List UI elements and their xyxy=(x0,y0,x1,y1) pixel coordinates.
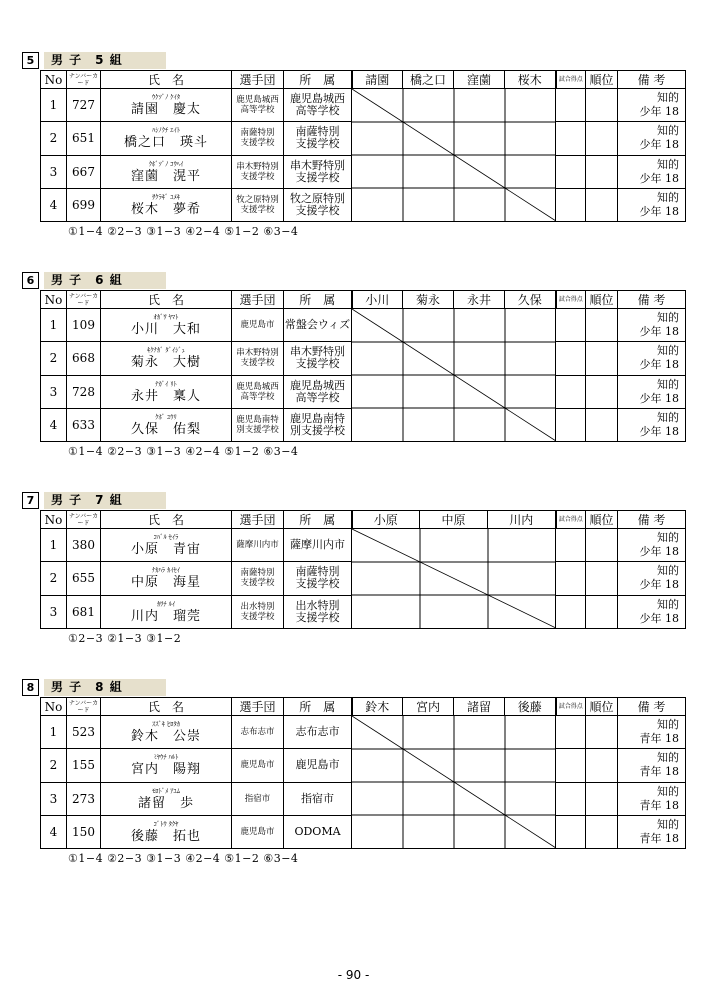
player-card-number: 109 xyxy=(67,309,101,342)
player-name-kana: ｸﾎﾞ ﾕｳﾘ xyxy=(155,412,177,421)
match-grid xyxy=(352,309,556,442)
player-affiliation: ODOMA xyxy=(284,815,352,848)
header-no: No xyxy=(41,511,67,529)
header-opponent: 小川 xyxy=(352,291,403,309)
group-header xyxy=(22,492,685,510)
header-affiliation: 所 属 xyxy=(284,698,352,716)
player-card-number: 150 xyxy=(67,815,101,848)
header-number-card: ナンバーカード xyxy=(67,291,101,309)
header-opponent: 宮内 xyxy=(403,698,454,716)
group-number: 8 xyxy=(22,679,39,696)
player-card-number: 699 xyxy=(67,188,101,221)
player-row xyxy=(41,309,686,342)
player-card-number: 727 xyxy=(67,89,101,122)
player-name: 小川 大和 xyxy=(130,322,201,338)
header-opponent: 後藤 xyxy=(505,698,556,716)
player-note: 知的 青年 18 xyxy=(618,749,686,782)
player-card-number: 273 xyxy=(67,782,101,815)
header-match-points: 試合得点 xyxy=(556,71,586,89)
player-name: 久保 佑梨 xyxy=(130,421,201,437)
header-opponent: 諸留 xyxy=(454,698,505,716)
bracket-table xyxy=(40,70,686,222)
player-name-cell xyxy=(101,188,232,221)
rank-cell xyxy=(586,188,618,221)
player-name-cell xyxy=(101,122,232,155)
player-no: 1 xyxy=(41,716,67,749)
player-name-kana: ﾅｶﾊﾗ ｶｲｾｲ xyxy=(151,566,181,575)
player-name: 宮内 陽翔 xyxy=(130,762,201,778)
player-affiliation: 常盤会ウィズ xyxy=(284,309,352,342)
player-name-cell xyxy=(101,562,232,595)
match-grid xyxy=(352,529,556,629)
player-affiliation: 南薩特別 支援学校 xyxy=(284,122,352,155)
header-name: 氏 名 xyxy=(101,698,232,716)
player-note: 知的 少年 18 xyxy=(618,595,686,628)
player-affiliation: 鹿児島城西 高等学校 xyxy=(284,375,352,408)
rank-cell xyxy=(586,122,618,155)
group-header xyxy=(22,272,685,290)
player-team: 指宿市 xyxy=(232,782,284,815)
header-note: 備 考 xyxy=(618,291,686,309)
player-note: 知的 青年 18 xyxy=(618,716,686,749)
match-points-cell xyxy=(556,782,586,815)
player-name-cell xyxy=(101,89,232,122)
player-name: 窪薗 滉平 xyxy=(130,168,201,184)
player-name-cell xyxy=(101,529,232,562)
player-name-kana: ｶﾜﾁ ﾙｲ xyxy=(156,599,176,608)
player-name: 後藤 拓也 xyxy=(130,828,201,844)
player-name-cell xyxy=(101,342,232,375)
player-no: 2 xyxy=(41,749,67,782)
player-name-kana: ｽｽﾞｷ ﾋﾛﾀｶ xyxy=(151,720,181,729)
match-points-cell xyxy=(556,188,586,221)
page-number: - 90 - xyxy=(337,968,370,982)
player-team: 鹿児島市 xyxy=(232,309,284,342)
player-no: 1 xyxy=(41,309,67,342)
player-note: 知的 少年 18 xyxy=(618,342,686,375)
rank-cell xyxy=(586,408,618,441)
player-no: 2 xyxy=(41,562,67,595)
bracket-table xyxy=(40,697,686,849)
player-name: 請園 慶太 xyxy=(130,102,201,118)
player-no: 1 xyxy=(41,529,67,562)
player-no: 2 xyxy=(41,122,67,155)
header-opponent: 橋之口 xyxy=(403,71,454,89)
player-name-kana: ﾓﾛﾄﾞﾒ ｱﾕﾑ xyxy=(151,786,181,795)
player-note: 知的 少年 18 xyxy=(618,408,686,441)
player-name-cell xyxy=(101,595,232,628)
rank-cell xyxy=(586,375,618,408)
player-card-number: 523 xyxy=(67,716,101,749)
player-affiliation: 志布志市 xyxy=(284,716,352,749)
player-name-cell xyxy=(101,375,232,408)
player-team: 鹿児島市 xyxy=(232,815,284,848)
player-team: 出水特別 支援学校 xyxy=(232,595,284,628)
header-rank: 順位 xyxy=(586,291,618,309)
player-no: 1 xyxy=(41,89,67,122)
player-team: 鹿児島市 xyxy=(232,749,284,782)
header-team: 選手団 xyxy=(232,71,284,89)
player-card-number: 681 xyxy=(67,595,101,628)
player-card-number: 655 xyxy=(67,562,101,595)
group-5 xyxy=(22,52,685,239)
player-team: 串木野特別 支援学校 xyxy=(232,342,284,375)
match-grid xyxy=(352,89,556,222)
player-team: 南薩特別 支援学校 xyxy=(232,122,284,155)
group-number: 5 xyxy=(22,52,39,69)
header-match-points: 試合得点 xyxy=(556,291,586,309)
player-card-number: 668 xyxy=(67,342,101,375)
match-points-cell xyxy=(556,375,586,408)
player-team: 鹿児島南特 別支援学校 xyxy=(232,408,284,441)
header-number-card: ナンバーカード xyxy=(67,698,101,716)
player-name: 橋之口 瑛斗 xyxy=(123,135,208,151)
player-affiliation: 串木野特別 支援学校 xyxy=(284,342,352,375)
group-title: 男 子 7 組 xyxy=(44,492,166,509)
header-affiliation: 所 属 xyxy=(284,71,352,89)
player-name-cell xyxy=(101,309,232,342)
rank-cell xyxy=(586,89,618,122)
match-grid-lines xyxy=(352,716,556,848)
player-name-kana: ｺﾊﾞﾙ ｾｲﾗ xyxy=(153,533,179,542)
player-team: 鹿児島城西 高等学校 xyxy=(232,89,284,122)
player-affiliation: 鹿児島南特 別支援学校 xyxy=(284,408,352,441)
group-header xyxy=(22,679,685,697)
header-row xyxy=(41,511,686,529)
header-name: 氏 名 xyxy=(101,511,232,529)
player-affiliation: 鹿児島市 xyxy=(284,749,352,782)
header-no: No xyxy=(41,291,67,309)
player-card-number: 155 xyxy=(67,749,101,782)
player-no: 2 xyxy=(41,342,67,375)
player-card-number: 380 xyxy=(67,529,101,562)
player-affiliation: 鹿児島城西 高等学校 xyxy=(284,89,352,122)
player-team: 牧之原特別 支援学校 xyxy=(232,188,284,221)
rank-cell xyxy=(586,529,618,562)
bracket-table xyxy=(40,510,686,629)
header-affiliation: 所 属 xyxy=(284,291,352,309)
header-match-points: 試合得点 xyxy=(556,698,586,716)
player-card-number: 667 xyxy=(67,155,101,188)
player-name-kana: ｺﾞﾄｳ ﾀｸﾔ xyxy=(153,819,179,828)
player-name-kana: ﾅｶﾞｲ ﾘﾄ xyxy=(155,379,177,388)
match-points-cell xyxy=(556,562,586,595)
header-number-card: ナンバーカード xyxy=(67,511,101,529)
group-title: 男 子 6 組 xyxy=(44,272,166,289)
match-grid xyxy=(352,716,556,849)
header-team: 選手団 xyxy=(232,511,284,529)
rank-cell xyxy=(586,716,618,749)
player-card-number: 633 xyxy=(67,408,101,441)
header-no: No xyxy=(41,698,67,716)
player-name: 諸留 歩 xyxy=(137,795,194,811)
player-note: 知的 少年 18 xyxy=(618,375,686,408)
player-name-cell xyxy=(101,716,232,749)
player-card-number: 728 xyxy=(67,375,101,408)
group-title: 男 子 8 組 xyxy=(44,679,166,696)
header-team: 選手団 xyxy=(232,291,284,309)
rank-cell xyxy=(586,595,618,628)
player-affiliation: 薩摩川内市 xyxy=(284,529,352,562)
match-points-cell xyxy=(556,595,586,628)
player-card-number: 651 xyxy=(67,122,101,155)
player-note: 知的 青年 18 xyxy=(618,782,686,815)
rank-cell xyxy=(586,562,618,595)
match-points-cell xyxy=(556,408,586,441)
match-order: ①1−4 ②2−3 ③1−3 ④2−4 ⑤1−2 ⑥3−4 xyxy=(68,225,299,238)
player-note: 知的 少年 18 xyxy=(618,562,686,595)
player-name-cell xyxy=(101,155,232,188)
header-opponent: 久保 xyxy=(505,291,556,309)
player-affiliation: 指宿市 xyxy=(284,782,352,815)
match-grid-lines xyxy=(352,529,556,628)
bracket-table xyxy=(40,290,686,442)
self-match-diagonal xyxy=(352,89,556,221)
player-note: 知的 少年 18 xyxy=(618,122,686,155)
match-points-cell xyxy=(556,89,586,122)
player-affiliation: 牧之原特別 支援学校 xyxy=(284,188,352,221)
match-points-cell xyxy=(556,342,586,375)
match-points-cell xyxy=(556,529,586,562)
player-note: 知的 少年 18 xyxy=(618,529,686,562)
header-affiliation: 所 属 xyxy=(284,511,352,529)
header-opponent: 桜木 xyxy=(505,71,556,89)
player-row xyxy=(41,529,686,562)
header-opponent: 請園 xyxy=(352,71,403,89)
player-name: 桜木 夢希 xyxy=(130,201,201,217)
group-number: 7 xyxy=(22,492,39,509)
header-name: 氏 名 xyxy=(101,71,232,89)
player-note: 知的 少年 18 xyxy=(618,89,686,122)
player-team: 鹿児島城西 高等学校 xyxy=(232,375,284,408)
player-name: 永井 稟人 xyxy=(130,388,201,404)
player-name-cell xyxy=(101,408,232,441)
player-name-cell xyxy=(101,782,232,815)
player-no: 3 xyxy=(41,375,67,408)
player-team: 志布志市 xyxy=(232,716,284,749)
player-affiliation: 串木野特別 支援学校 xyxy=(284,155,352,188)
match-order: ①1−4 ②2−3 ③1−3 ④2−4 ⑤1−2 ⑥3−4 xyxy=(68,445,299,458)
player-name-cell xyxy=(101,749,232,782)
group-7 xyxy=(22,492,685,646)
player-note: 知的 少年 18 xyxy=(618,155,686,188)
player-name: 鈴木 公崇 xyxy=(130,729,201,745)
group-title: 男 子 5 組 xyxy=(44,52,166,69)
player-no: 3 xyxy=(41,155,67,188)
header-match-points: 試合得点 xyxy=(556,511,586,529)
match-points-cell xyxy=(556,815,586,848)
player-name-cell xyxy=(101,815,232,848)
header-name: 氏 名 xyxy=(101,291,232,309)
player-name: 中原 海星 xyxy=(130,575,201,591)
player-name-kana: ｸﾎﾞｿﾞﾉ ｺｳﾍｲ xyxy=(148,159,184,168)
rank-cell xyxy=(586,155,618,188)
player-team: 薩摩川内市 xyxy=(232,529,284,562)
header-opponent: 窪薗 xyxy=(454,71,505,89)
player-affiliation: 南薩特別 支援学校 xyxy=(284,562,352,595)
match-order: ①2−3 ②1−3 ③1−2 xyxy=(68,632,182,645)
match-grid-lines xyxy=(352,89,556,221)
self-match-diagonal xyxy=(352,309,556,441)
group-8 xyxy=(22,679,685,866)
header-note: 備 考 xyxy=(618,511,686,529)
player-name-kana: ｵｶﾞﾜ ﾔﾏﾄ xyxy=(153,313,179,322)
self-match-diagonal xyxy=(352,716,556,848)
header-opponent: 中原 xyxy=(420,511,488,529)
self-match-diagonal xyxy=(352,529,556,628)
player-name: 菊永 大樹 xyxy=(130,355,201,371)
rank-cell xyxy=(586,749,618,782)
player-affiliation: 出水特別 支援学校 xyxy=(284,595,352,628)
rank-cell xyxy=(586,342,618,375)
player-name: 小原 青宙 xyxy=(130,542,201,558)
header-opponent: 永井 xyxy=(454,291,505,309)
header-opponent: 小原 xyxy=(352,511,420,529)
player-name: 川内 瑠莞 xyxy=(130,608,201,624)
player-row xyxy=(41,716,686,749)
player-no: 4 xyxy=(41,815,67,848)
header-row xyxy=(41,698,686,716)
player-team: 南薩特別 支援学校 xyxy=(232,562,284,595)
header-row xyxy=(41,71,686,89)
player-no: 4 xyxy=(41,408,67,441)
player-note: 知的 少年 18 xyxy=(618,188,686,221)
player-row xyxy=(41,89,686,122)
player-name-kana: ｳｹｿﾞﾉ ｹｲﾀ xyxy=(151,93,181,102)
header-rank: 順位 xyxy=(586,71,618,89)
header-note: 備 考 xyxy=(618,698,686,716)
rank-cell xyxy=(586,782,618,815)
group-6 xyxy=(22,272,685,459)
player-no: 4 xyxy=(41,188,67,221)
player-name-kana: ｻｸﾗｷﾞ ﾕﾒｷ xyxy=(151,192,181,201)
group-header xyxy=(22,52,685,70)
header-number-card: ナンバーカード xyxy=(67,71,101,89)
player-note: 知的 青年 18 xyxy=(618,815,686,848)
player-note: 知的 少年 18 xyxy=(618,309,686,342)
header-opponent: 川内 xyxy=(488,511,556,529)
header-note: 備 考 xyxy=(618,71,686,89)
header-team: 選手団 xyxy=(232,698,284,716)
player-name-kana: ﾊｼﾉｸﾁ ｴｲﾄ xyxy=(151,126,181,135)
group-number: 6 xyxy=(22,272,39,289)
rank-cell xyxy=(586,815,618,848)
match-points-cell xyxy=(556,309,586,342)
rank-cell xyxy=(586,309,618,342)
match-order: ①1−4 ②2−3 ③1−3 ④2−4 ⑤1−2 ⑥3−4 xyxy=(68,852,299,865)
header-rank: 順位 xyxy=(586,698,618,716)
match-points-cell xyxy=(556,716,586,749)
player-name-kana: ﾐﾔｳﾁ ﾊﾙﾄ xyxy=(153,753,179,762)
match-points-cell xyxy=(556,122,586,155)
header-opponent: 菊永 xyxy=(403,291,454,309)
header-rank: 順位 xyxy=(586,511,618,529)
header-no: No xyxy=(41,71,67,89)
match-points-cell xyxy=(556,155,586,188)
header-row xyxy=(41,291,686,309)
header-opponent: 鈴木 xyxy=(352,698,403,716)
player-team: 串木野特別 支援学校 xyxy=(232,155,284,188)
player-no: 3 xyxy=(41,595,67,628)
match-grid-lines xyxy=(352,309,556,441)
player-no: 3 xyxy=(41,782,67,815)
player-name-kana: ｷｸﾅｶﾞ ﾀﾞｲｼﾞｭ xyxy=(147,346,185,355)
match-points-cell xyxy=(556,749,586,782)
